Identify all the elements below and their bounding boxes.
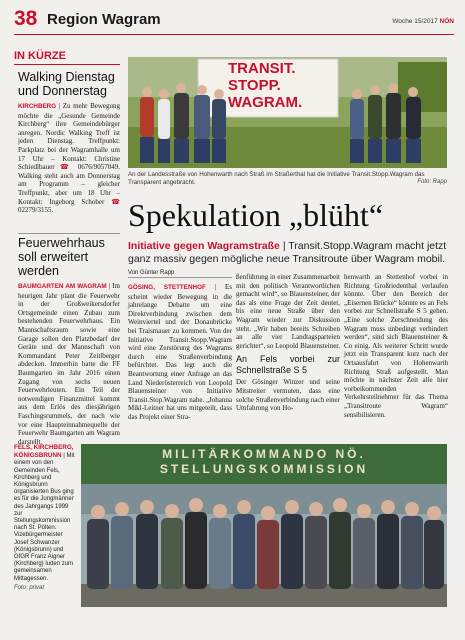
photo2-kicker: FELS, KIRCHBERG, KÖNIGSBRUNN [14, 444, 74, 460]
article-walking-body: KIRCHBERG | Zu mehr Bewegung möchte die „Gesunde Gemeinde Kirchberg“ ihre Gemeindebürger anregen. Nordic Walking Treff ist jeden Dienstag. Treffpunkt: Parkplatz bei der Wagramhalle um 17 Uhr – Kontakt: Christine Schiedlbauer ☎ 0676/9057049. Walking steht auch am Donnerstag am Programm – gleicher Treffpunkt, aber um 18 Uhr – Kontakt: Ingeborg Schober ☎ 02279/3155. [18, 102, 121, 215]
section-title: Region Wagram [47, 11, 161, 28]
main-deck: Initiative gegen Wagramstraße | Transit.Stopp.Wagram macht jetzt ganz massiv gegen mögliche neue Transitroute über Wagram mobil. [128, 240, 447, 265]
article-feuerwehr [18, 233, 120, 446]
photo2-caption: FELS, KIRCHBERG, KÖNIGSBRUNN | Mit einem von den Gemeinden Fels, Kirchberg und Königsbrunn organisierten Bus ging es für die Jungmänner des Jahrgangs 1999 zur Stellungskommission nach St. Pölten. Vizebürgermeister Josef Schwanzer (Königsbrunn) und GfGR Franz Aigner (Kirchberg) luden zum gemeinsamen Mittagessen. Foto: privat [14, 444, 75, 591]
photo-transit-banner [128, 57, 447, 168]
main-kicker: GÖSING, STETTENHOF [128, 284, 206, 291]
article-feuerwehr-title: Feuerwehrhaus soll erweitert werden [18, 236, 105, 278]
article-walking-kicker: KIRCHBERG [18, 103, 57, 110]
main-column-2: ßenführung in einer Zusammenarbeit mit den politisch Verantwortlichen gemacht wird“, so Blauensteiner, der das als eine Frage der Zeit deutet, bis eine neue Straße über den Wagram wieder zur Diskussion steht. „Wir haben bereits Schreiben an alle vier Landtagsparteien gerichtet“, so Leopold Blauensteiner. An Fels vorbei zur Schnellstraße S 5 Der Gösinger Winzer und seine Mitstreiter vermuten, dass eine solche Straßenverbindung nach einer Umfahrung von Ho- [236, 273, 340, 413]
main-headline: Spekulation „blüht“ [128, 197, 384, 233]
phone-icon: ☎ [59, 163, 73, 172]
article-feuerwehr-body: BAUMGARTEN AM WAGRAM | Im heurigen Jahr plant die Feuerwehr in der Großweikersdorfer Ortsgemeinde einen Zubau zum bestehenden Feuerwehrhaus. Ein Mannschaftsraum sowie eine Garage sollen den Platzbedarf der Geräte und der Mannschaft von Kommandant Peter Zeitlberger abdecken. Immerhin hatte die FF Baumgarten im Jahr 2016 einen Zugang von sechs neuen Feuerwehrleuten. Ein Teil der notwendigen Finanzmittel kommt aus dem Erlös des diesjährigen Faschingsrummels, der nach wie vor eine Haupteinnahmequelle der Feuerwehr Baumgarten am Wagram darstellt. [18, 282, 120, 446]
banner-transit-text: TRANSIT. STOPP. WAGRAM. [228, 60, 303, 111]
article-walking-title: Walking Dienstag und Donnerstag [18, 70, 115, 98]
photo1-credit: Foto: Rapp [417, 178, 447, 185]
photo2-credit: Foto: privat [14, 584, 45, 591]
issue-label [392, 18, 454, 25]
phone-icon: ☎ [111, 197, 121, 206]
in-kuerze-label: IN KÜRZE [14, 50, 120, 65]
byline: Von Günter Rapp [128, 270, 232, 278]
photo1-caption: An der Landesstraße von Hohenwarth nach Straß im Straßerthal hat die Initiative Transit.Stopp.Wagram das Transparent angebracht. Foto: Rapp [128, 171, 447, 186]
page-header [14, 6, 454, 35]
main-subheading: An Fels vorbei zur Schnellstraße S 5 [236, 354, 340, 375]
page-number: 38 [14, 7, 38, 30]
main-column-3: henwarth an Stettenhof vorbei in Richtung Großriedenthal verlaufen könnte. Über den Bereich der „Eisernen Brücke“ könnte es an Fels vorbei zur Schnellstraße S 5 gehen. „Eine solche Zerschneidung des Wagram muss unbedingt verhindert werden“, sind sich Blauensteiner & Co einig. Als weiterer Schritt wurde jetzt ein Transparent kurz nach der Ortsausfahrt von Hohenwarth Richtung Straß aufgestellt. Man möchte in nächster Zeit alle hier vorbeikommenden Verkehrsteilnehmer für das Thema „Transitroute Wagram“ sensibilisieren. [344, 273, 448, 419]
banner-kommission-text: MILITÄRKOMMANDO NÖ. STELLUNGSKOMMISSION [159, 447, 369, 476]
photo-stellungskommission [81, 444, 447, 607]
article-walking [18, 70, 120, 215]
article-feuerwehr-kicker: BAUMGARTEN AM WAGRAM [18, 283, 107, 290]
issue-brand: NÖN [439, 18, 454, 25]
main-column-1: GÖSING, STETTENHOF | Es scheint wieder Bewegung in die jahrelange Debatte um eine Direktverbindung zwischen dem Weinviertel und der Donaubrücke bei Traismauer zu kommen. Von der Initiative Transit.Stopp.Wagram wird eine Zerstörung des Wagrams durch eine Straßenverbindung befürchtet. Das legt auch die Beantwortung einer Anfrage an das Land Niederösterreich von Leopold Blauensteiner von Initiative Transit.Stop.Wagram nahe. „Johanna Mikl-Leitner hat uns mitgeteilt, dass das Projekt einer Stra- [128, 283, 232, 421]
issue-week: Woche 15/2017 [392, 18, 438, 25]
